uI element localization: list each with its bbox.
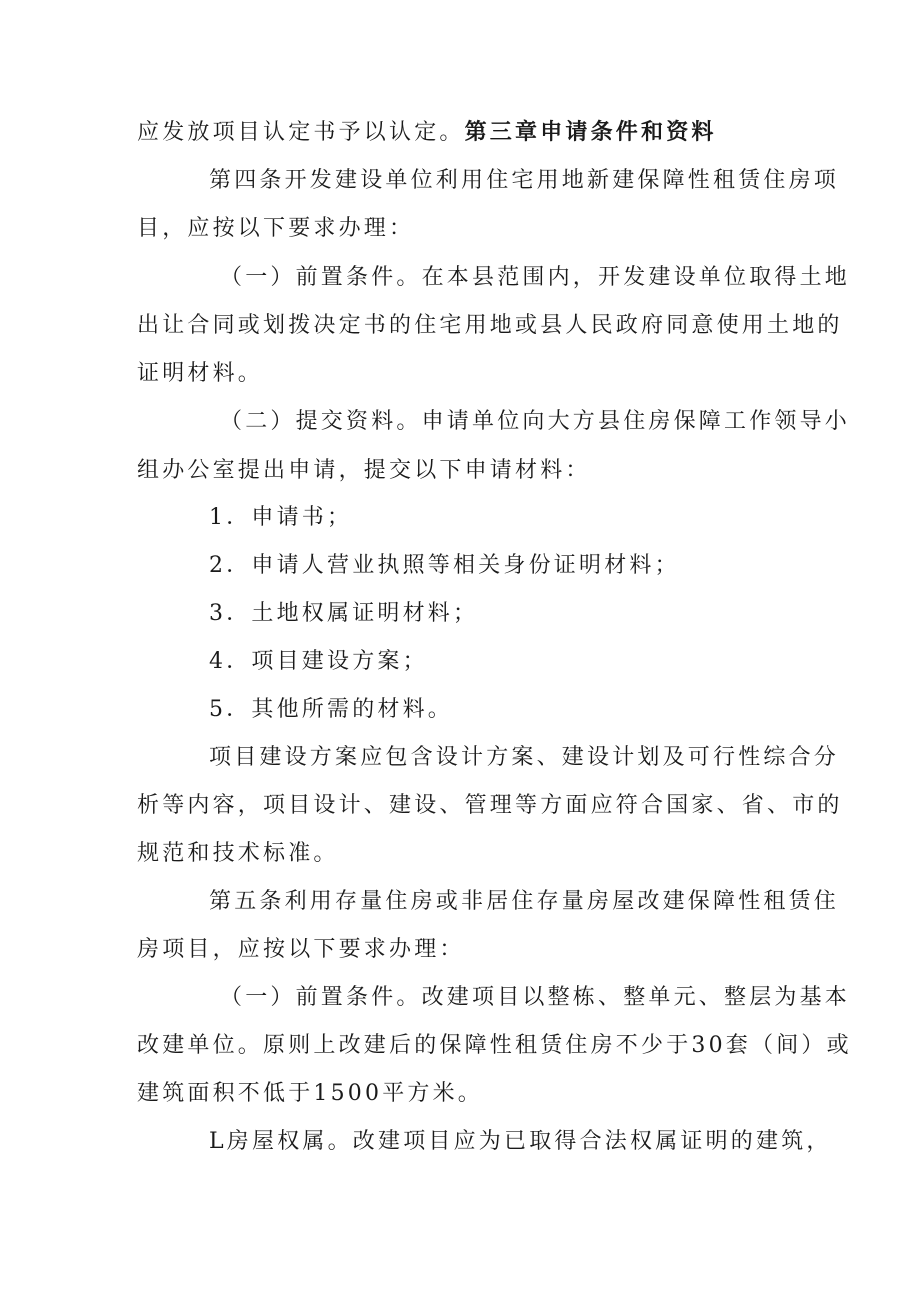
paragraph-line: （一）前置条件。在本县范围内，开发建设单位取得土地 (220, 265, 851, 290)
paragraph-line: 规范和技术标准。 (137, 841, 339, 866)
list-item: 5．其他所需的材料。 (209, 697, 453, 722)
paragraph-line: 项目建设方案应包含设计方案、建设计划及可行性综合分 (209, 745, 840, 770)
paragraph-line: 第五条利用存量住房或非居住存量房屋改建保障性租赁住 (209, 889, 840, 914)
chapter-heading: 第三章申请条件和资料 (464, 119, 717, 145)
paragraph-line: 证明材料。 (137, 361, 264, 386)
paragraph-line: 组办公室提出申请，提交以下申请材料： (137, 458, 591, 483)
paragraph-line: （二）提交资料。申请单位向大方县住房保障工作领导小 (220, 409, 851, 434)
paragraph-line: 目，应按以下要求办理： (137, 216, 415, 241)
paragraph-line: 改建单位。原则上改建后的保障性租赁住房不少于30套（间）或 (137, 1033, 852, 1058)
list-item: 2．申请人营业执照等相关身份证明材料； (209, 553, 680, 578)
paragraph-line: 析等内容，项目设计、建设、管理等方面应符合国家、省、市的 (137, 793, 843, 818)
text-segment: 应发放项目认定书予以认定。 (137, 120, 465, 145)
list-item: 4．项目建设方案； (209, 649, 428, 674)
paragraph-line: 房项目，应按以下要求办理： (137, 937, 465, 962)
paragraph-line: 出让合同或划拨决定书的住宅用地或县人民政府同意使用土地的 (137, 313, 843, 338)
paragraph-line: 建筑面积不低于1500平方米。 (137, 1081, 483, 1106)
paragraph-line: L房屋权属。改建项目应为已取得合法权属证明的建筑， (209, 1129, 832, 1154)
list-item: 3．土地权属证明材料； (209, 601, 479, 626)
list-item: 1．申请书； (209, 505, 353, 530)
paragraph-line: （一）前置条件。改建项目以整栋、整单元、整层为基本 (220, 985, 851, 1010)
paragraph-line: 第四条开发建设单位利用住宅用地新建保障性租赁住房项 (209, 168, 840, 193)
text-line (137, 117, 717, 148)
